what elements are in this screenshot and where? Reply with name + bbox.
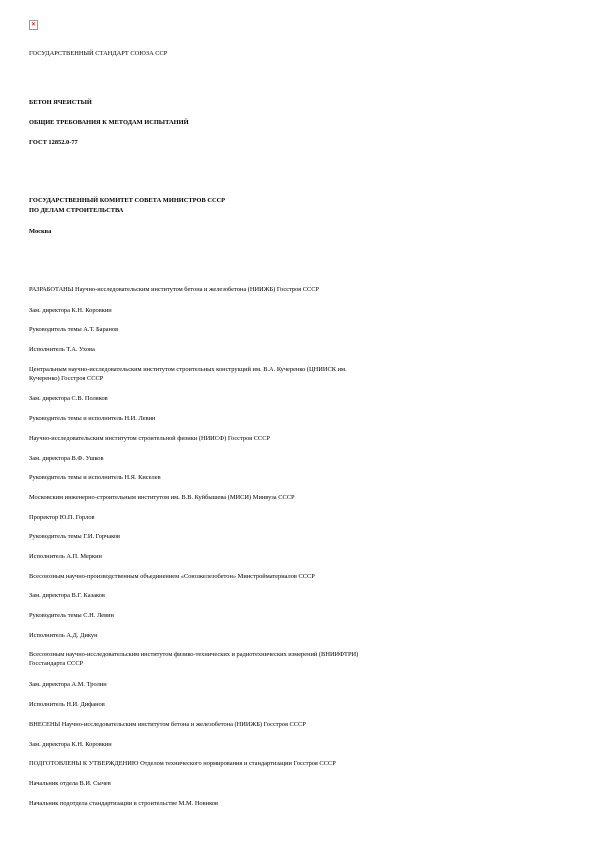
document-code: ГОСТ 12852.0-77 <box>29 139 78 146</box>
credit-line: Руководитель темы и исполнитель Н.И. Левин <box>29 415 156 422</box>
credit-line: Зам. директора В.Г. Казаков <box>29 592 105 599</box>
credit-line: Руководитель темы Г.И. Горчаков <box>29 533 121 540</box>
document-title: БЕТОН ЯЧЕИСТЫЙ <box>29 99 92 106</box>
document-subtitle: ОБЩИЕ ТРЕБОВАНИЯ К МЕТОДАМ ИСПЫТАНИЙ <box>29 119 189 126</box>
header-org: ГОСУДАРСТВЕННЫЙ СТАНДАРТ СОЮЗА ССР <box>29 50 168 57</box>
credit-line: Зам. директора К.Н. Коровкин <box>29 741 112 748</box>
credit-line: Исполнитель Н.И. Дифанов <box>29 701 105 708</box>
credit-line: Центральным научно-исследовательским институтом строительных конструкций им. В.А. Кучеренко (ЦНИИСК им. <box>29 366 347 373</box>
credit-line: Зам. директора В.Ф. Ушков <box>29 455 104 462</box>
credit-line: Московским инженерно-строительным институтом им. В.В. Куйбышева (МИСИ) Минвуза СССР <box>29 494 295 501</box>
credit-line: Проректор Ю.П. Горлов <box>29 514 95 521</box>
credit-line: Руководитель темы А.Т. Баранов <box>29 326 119 333</box>
credit-line: Руководитель темы С.Н. Левин <box>29 612 114 619</box>
credit-line: Исполнитель Т.А. Ухова <box>29 346 95 353</box>
committee-line-2: ПО ДЕЛАМ СТРОИТЕЛЬСТВА <box>29 207 124 214</box>
broken-image-icon: ✕ <box>30 21 37 28</box>
credit-line: Зам. директора А.М. Тролин <box>29 681 107 688</box>
credit-line: Зам. директора К.Н. Коровкин <box>29 307 112 314</box>
credit-line: Кучеренко) Госстроя СССР <box>29 375 104 382</box>
credit-line: Всесоюзным научно-производственным объединением «Союзжелезобетон» Минстройматериалов СССР <box>29 573 315 580</box>
city: Москва <box>29 228 52 235</box>
credit-line: Исполнитель А.П. Меркин <box>29 553 102 560</box>
committee-line-1: ГОСУДАРСТВЕННЫЙ КОМИТЕТ СОВЕТА МИНИСТРОВ СССР <box>29 197 226 204</box>
credit-line: Исполнитель А.Д. Дикун <box>29 632 98 639</box>
credit-line: Начальник подотдела стандартизации в строительстве М.М. Новиков <box>29 800 219 807</box>
credit-line: Госстандарта СССР <box>29 660 84 667</box>
credit-line: ПОДГОТОВЛЕНЫ К УТВЕРЖДЕНИЮ Отделом технического нормирования и стандартизации Госстроя СССР <box>29 760 336 767</box>
credit-line: Всесоюзным научно-исследовательским институтом физико-технических и радиотехнических измерений (ВНИИФТРИ) <box>29 651 359 658</box>
credit-line: ВНЕСЕНЫ Научно-исследовательским институтом бетона и железобетона (НИИЖБ) Госстроя СССР <box>29 721 306 728</box>
credit-line: Руководитель темы и исполнитель Н.Я. Киселев <box>29 474 161 481</box>
credit-line: Научно-исследовательским институтом строительной физики (НИИСФ) Госстроя СССР <box>29 435 271 442</box>
credit-line: РАЗРАБОТАНЫ Научно-исследовательским институтом бетона и железобетона (НИИЖБ) Госстроя СССР <box>29 286 320 293</box>
credit-line: Зам. директора С.В. Поляков <box>29 395 108 402</box>
credit-line: Начальник отдела В.И. Сычев <box>29 780 111 787</box>
